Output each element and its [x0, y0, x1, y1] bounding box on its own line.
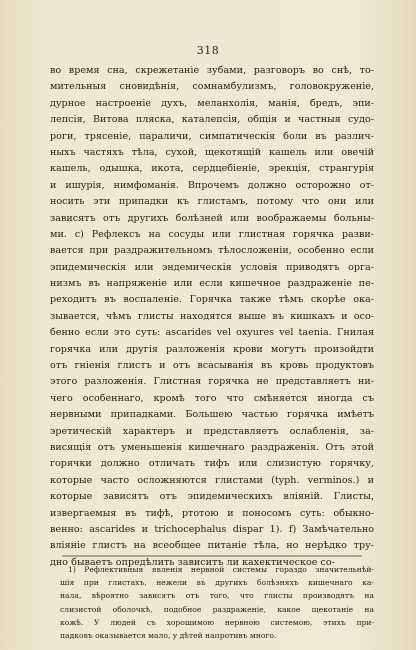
text-line: ми. c) Рефлексъ на сосуды или глистная горячка разви-: [50, 228, 374, 240]
text-line: эретическій характеръ и представляетъ ослабленія, за-: [50, 425, 374, 437]
text-line: кашель, одышка, икота, сердцебіеніе, эрекція, странгурія: [50, 163, 374, 175]
text-line: зависятъ отъ другихъ болѣзней или воображаемы больны-: [50, 212, 374, 224]
footnote-line: падковъ оказывается мало, у дѣтей напротивъ много.: [60, 630, 277, 640]
text-line: чего особеннаго, кромѣ того что смѣняется иногда съ: [50, 392, 374, 404]
text-line: вается при раздражительномъ тѣлосложеніи, особенно если: [50, 245, 374, 257]
text-line: горячка или другія разложенія крови могутъ произойдти: [50, 343, 374, 355]
body-text: [50, 63, 374, 571]
text-line: горячки должно отличать тифъ или слизистую горячку,: [50, 458, 374, 470]
text-line: ныхъ частяхъ тѣла, сухой, щекотящій кашель или овечій: [50, 146, 374, 158]
text-line: зывается, чѣмъ глисты находятся выше въ кишкахъ и осо-: [50, 310, 374, 322]
footnote: [60, 563, 374, 642]
text-line: венно: ascarides и trichocephalus dispar 1). f) Замѣчательно: [50, 523, 374, 535]
text-line: низмъ въ напряженіе или если кишечное раздраженіе пе-: [50, 278, 374, 290]
text-line: мительныя сновидѣнія, сомнамбулизмъ, головокруженіе,: [50, 81, 374, 93]
text-line: лепсія, Витова пляска, каталепсія, общія и частныя судо-: [50, 114, 374, 126]
text-line: вліяніе глистъ на всеобщее питаніе тѣла, но нерѣдко тру-: [50, 540, 374, 552]
footnote-separator: [62, 555, 362, 557]
text-line: реходитъ въ воспаленіе. Горячка также тѣмъ скорѣе ока-: [50, 294, 374, 306]
footnote-line: слизистой оболочкѣ, подобное раздраженіе, какое щекотаніе на: [60, 604, 374, 614]
footnote-line: кожѣ. У людей съ хорошимою нервною системою, этихъ при-: [60, 617, 374, 627]
text-line: извергаемыя въ тифѣ, ртотою и поносомъ суть: обыкно-: [50, 507, 374, 519]
footnote-line: нала, вѣроятно зависятъ отъ того, что глисты производятъ на: [60, 591, 374, 601]
text-line: этого разложенія. Глистная горячка не представляетъ ни-: [50, 376, 374, 388]
text-line: дурное настроеніе духъ, меланхолія, манія, бредъ, эпи-: [50, 97, 374, 109]
text-line: дно бываетъ опредѣлить зависитъ ли кахектическое со-: [50, 556, 335, 568]
text-line: нервными припадками. Большею частью горячка имѣетъ: [50, 409, 374, 421]
text-line: отъ гніенія глистъ и отъ всасыванія въ кровь продуктовъ: [50, 360, 374, 372]
text-line: эпидемическія или эндемическія условія приводятъ орга-: [50, 261, 374, 273]
text-line: которые зависятъ отъ эпидемическихъ вліяній. Глисты,: [50, 491, 374, 503]
text-line: во время сна, скрежетаніе зубами, разговоръ во снѣ, то-: [50, 65, 374, 76]
text-line: которые часто осложняются глистами (typh. verminos.) и: [50, 474, 374, 486]
footnote-line: 1) Рефлективныя явленія нервной системы гораздо значительнѣй-: [68, 565, 374, 574]
text-line: роги, трясеніе, параличи, симпатическія боли въ различ-: [50, 130, 374, 142]
page-number: 318: [196, 44, 220, 57]
text-line: бенно если это суть: ascarides vel oxyures vel taenia. Гнилая: [50, 327, 374, 339]
text-line: висящія отъ уменьшенія кишечнаго раздраженія. Отъ этой: [50, 441, 374, 453]
text-line: и ишурія, нимфоманія. Впрочемъ должно осторожно от-: [50, 179, 374, 191]
text-line: носить эти припадки къ глистамъ, потому что они или: [50, 196, 374, 208]
footnote-line: шія при глистахъ, нежели въ другихъ болѣзняхъ кишечнаго ка-: [60, 578, 374, 588]
